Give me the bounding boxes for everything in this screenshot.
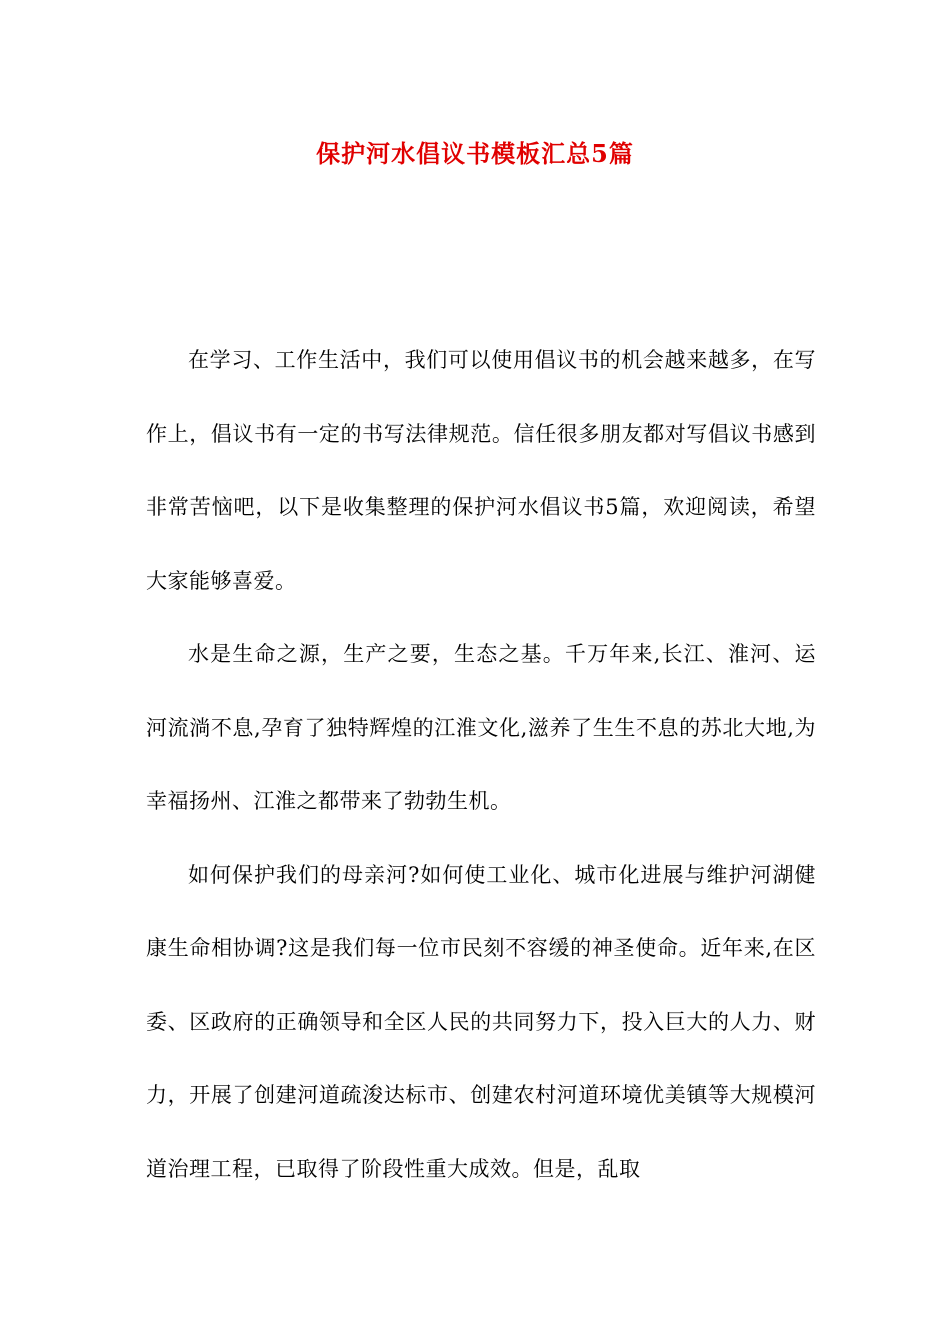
- document-body: [146, 324, 816, 1206]
- paragraph-water-source: 水是生命之源，生产之要，生态之基。千万年来,长江、淮河、运河流淌不息,孕育了独特辉煌的江淮文化,滋养了生生不息的苏北大地,为幸福扬州、江淮之都带来了勃勃生机。: [146, 642, 816, 813]
- paragraph-protect-river: 如何保护我们的母亲河?如何使工业化、城市化进展与维护河湖健康生命相协调?这是我们每一位市民刻不容缓的神圣使命。近年来,在区委、区政府的正确领导和全区人民的共同努力下，投入巨大的人力、财力，开展了创建河道疏浚达标市、创建农村河道环境优美镇等大规模河道治理工程，已取得了阶段性重大成效。但是，乱取: [146, 862, 816, 1181]
- paragraph-intro: 在学习、工作生活中，我们可以使用倡议书的机会越来越多，在写作上，倡议书有一定的书写法律规范。信任很多朋友都对写倡议书感到非常苦恼吧，以下是收集整理的保护河水倡议书5篇，欢迎阅读，希望大家能够喜爱。: [146, 348, 816, 593]
- document-title: 保护河水倡议书模板汇总5篇: [316, 139, 634, 168]
